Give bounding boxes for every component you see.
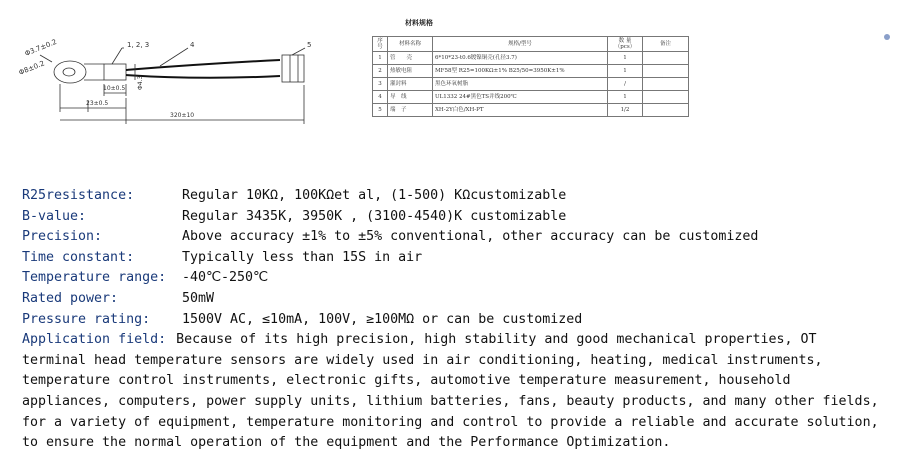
spec-value: 50mW (182, 290, 215, 306)
materials-table (372, 36, 689, 117)
application-label: Application field: (22, 332, 167, 348)
materials-title: 材料规格 (405, 19, 433, 27)
col-name: 材料名称 (388, 37, 433, 52)
spec-label: B-value: (22, 208, 87, 224)
cell-name: 灌封料 (388, 78, 433, 91)
cell-spec: 6*10*23-t0.6镀镍铜壳(孔径3.7) (433, 52, 608, 65)
spec-label: Pressure rating: (22, 311, 151, 327)
spec-row-power (22, 289, 882, 310)
table-row (373, 78, 689, 91)
cell-spec: MF58型 R25=100KΩ±1% B25/50=3950K±1% (433, 65, 608, 78)
cell-note (643, 78, 689, 91)
table-row (373, 65, 689, 78)
table-row (373, 52, 689, 65)
cell-no: 3 (373, 78, 388, 91)
cell-name: 管 壳 (388, 52, 433, 65)
tube-body (104, 64, 126, 80)
cell-note (643, 52, 689, 65)
cell-qty: 1/2 (608, 104, 643, 117)
spec-label: Rated power: (22, 290, 119, 306)
label-123: 1, 2, 3 (127, 41, 150, 49)
cell-spec: 黑色环氧树脂 (433, 78, 608, 91)
dim-phi37: Φ3.7±0.2 (23, 37, 58, 58)
spec-row-time-constant (22, 248, 882, 269)
spec-value: Regular 10KΩ, 100KΩet al, (1-500) KΩcustomizable (182, 188, 567, 203)
spec-label: Precision: (22, 229, 103, 245)
cell-note (643, 91, 689, 104)
cell-note (643, 104, 689, 117)
cell-name: 端 子 (388, 104, 433, 117)
spec-value: Above accuracy ±1% to ±5% conventional, other accuracy can be customized (182, 229, 759, 245)
dim-phi43: Φ4.3 (137, 75, 144, 90)
spec-label: Time constant: (22, 249, 135, 265)
cell-no: 2 (373, 65, 388, 78)
spec-label: R25resistance: (22, 188, 135, 203)
table-row (373, 104, 689, 117)
cell-no: 5 (373, 104, 388, 117)
wire-lead (126, 60, 280, 70)
spec-value: -40℃-250℃ (182, 270, 268, 286)
cell-name: 热敏电阻 (388, 65, 433, 78)
spec-row-bvalue (22, 207, 882, 228)
connector (282, 55, 304, 82)
cell-spec: XH-2Y白色/XH-PT (433, 104, 608, 117)
ring-terminal (54, 61, 86, 83)
label-5: 5 (307, 41, 312, 49)
spec-row-resistance (22, 186, 882, 207)
table-header (373, 37, 689, 52)
spec-row-pressure (22, 310, 882, 331)
cell-qty: 1 (608, 65, 643, 78)
cell-no: 1 (373, 52, 388, 65)
cell-name: 导 线 (388, 91, 433, 104)
col-qty: 数 量（pcs） (608, 37, 643, 52)
cell-note (643, 65, 689, 78)
col-no: 序号 (373, 37, 388, 52)
spec-value: Typically less than 15S in air (182, 249, 423, 265)
col-note: 备注 (643, 37, 689, 52)
dim-320: 320±10 (170, 112, 195, 119)
sensor-drawing (0, 0, 360, 130)
decorative-dot (884, 34, 890, 40)
spec-list (22, 186, 882, 454)
application-paragraph (22, 330, 882, 454)
spec-label: Temperature range: (22, 270, 167, 286)
col-spec: 规格/型号 (433, 37, 608, 52)
spec-row-temperature (22, 268, 882, 289)
spec-row-precision (22, 227, 882, 248)
table-row (373, 91, 689, 104)
label-4: 4 (190, 41, 195, 49)
cell-no: 4 (373, 91, 388, 104)
dim-phi8: Φ8±0.2 (17, 59, 46, 77)
application-text: Because of its high precision, high stability and good mechanical properties, OT terminal head temperature sensors are widely used in air conditioning, heating, medical instruments, temperature control instruments, electronic gifts, automotive temperature measurement, household appliances, computers, power supply units, lithium batteries, fans, beauty products, and many other fields, for a variety of equipment, temperature monitoring and control to provide a reliable and accurate solution, to ensure the normal operation of the equipment and the Performance Optimization. (22, 332, 879, 451)
cell-qty: 1 (608, 52, 643, 65)
spec-value: Regular 3435K, 3950K , (3100-4540)K customizable (182, 208, 567, 224)
dim-10: 10±0.5 (103, 85, 126, 92)
ring-hole (63, 68, 75, 76)
cell-spec: UL1332 24#黑色TS并线200℃ (433, 91, 608, 104)
cell-qty: / (608, 78, 643, 91)
dim-23: 23±0.5 (86, 100, 109, 107)
spec-value: 1500V AC, ≤10mA, 100V, ≥100MΩ or can be customized (182, 311, 583, 327)
cell-qty: 1 (608, 91, 643, 104)
